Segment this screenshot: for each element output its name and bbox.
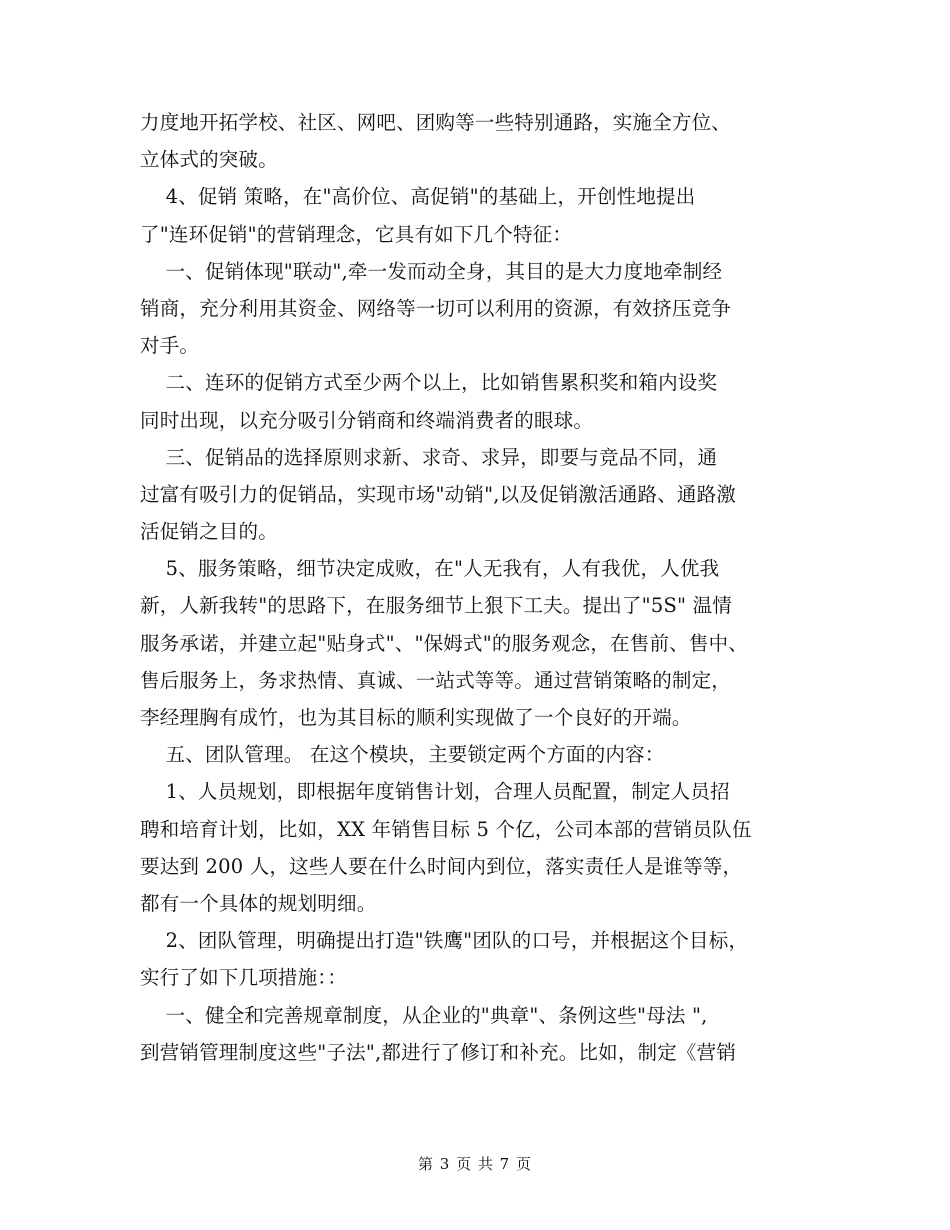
text-line: 销商，充分利用其资金、网络等一切可以利用的资源，有效挤压竞争 xyxy=(140,296,732,320)
text-line: 4、促销 策略，在"高价位、高促销"的基础上，开创性地提出 xyxy=(140,185,696,209)
text-line: 李经理胸有成竹，也为其目标的顺利实现做了一个良好的开端。 xyxy=(140,706,692,729)
text-line: 同时出现，以充分吸引分销商和终端消费者的眼球。 xyxy=(140,408,594,432)
text-line: 1、人员规划，即根据年度销售计划，合理人员配置，制定人员招 xyxy=(140,780,730,804)
text-line: 三、促销品的选择原则求新、求奇、求异，即要与竞品不同，通 xyxy=(140,445,718,469)
text-line: 要达到 200 人，这些人要在什么时间内到位，落实责任人是谁等等， xyxy=(140,854,743,878)
text-line: 立体式的突破。 xyxy=(140,148,278,172)
text-line: 了"连环促销"的营销理念，它具有如下几个特征： xyxy=(140,222,573,246)
text-line: 都有一个具体的规划明细。 xyxy=(140,891,377,915)
text-line: 对手。 xyxy=(140,334,200,358)
text-line: 售后服务上，务求热情、真诚、一站式等等。通过营销策略的制定， xyxy=(140,668,732,692)
text-line: 到营销管理制度这些"子法",都进行了修订和补充。比如，制定《营销 xyxy=(140,1040,737,1064)
text-line: 活促销之目的。 xyxy=(140,520,278,544)
text-line: 一、健全和完善规章制度，从企业的"典章"、条例这些"母法 ", xyxy=(140,1003,708,1027)
text-line: 二、连环的促销方式至少两个以上，比如销售累积奖和箱内设奖 xyxy=(140,371,718,395)
text-line: 五、团队管理。 在这个模块，主要锁定两个方面的内容： xyxy=(140,743,665,767)
text-line: 2、团队管理，明确提出打造"铁鹰"团队的口号，并根据这个目标， xyxy=(140,929,749,953)
text-line: 新，人新我转"的思路下，在服务细节上狠下工夫。提出了"5S" 温情 xyxy=(140,594,732,618)
text-line: 聘和培育计划，比如，XX 年销售目标 5 个亿，公司本部的营销员队伍 xyxy=(140,817,752,841)
text-line: 一、促销体现"联动",牵一发而动全身，其目的是大力度地牵制经 xyxy=(140,259,723,283)
text-line: 服务承诺，并建立起"贴身式"、"保姆式"的服务观念，在售前、售中、 xyxy=(140,631,748,655)
text-line: 5、服务策略，细节决定成败，在"人无我有，人有我优，人优我 xyxy=(140,557,720,581)
text-line: 过富有吸引力的促销品，实现市场"动销",以及促销激活通路、通路激 xyxy=(140,482,737,506)
text-line: 力度地开拓学校、社区、网吧、团购等一些特别通路，实施全方位、 xyxy=(140,111,732,134)
page-footer: 第 3 页 共 7 页 xyxy=(418,1155,532,1173)
document-body xyxy=(140,104,830,1071)
text-line: 实行了如下几项措施：： xyxy=(140,966,347,990)
